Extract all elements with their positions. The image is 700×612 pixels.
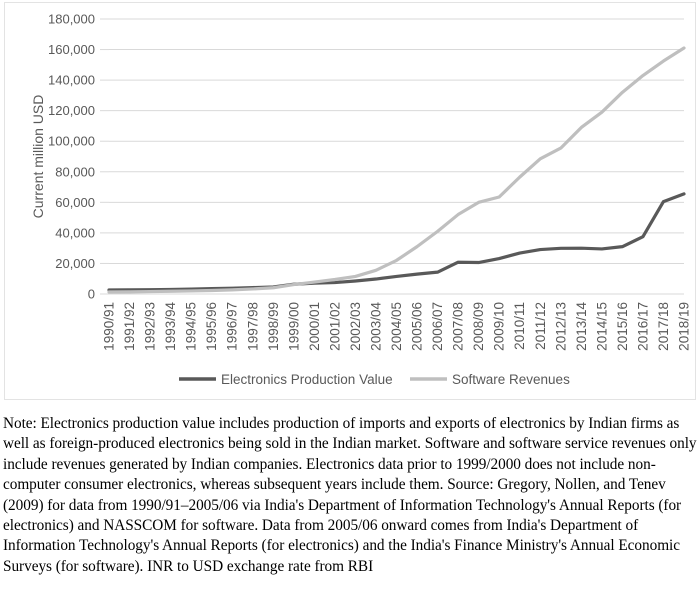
y-tick-label: 120,000 [48, 103, 95, 119]
y-tick-label: 0 [87, 286, 95, 302]
y-tick-label: 180,000 [48, 11, 95, 27]
x-tick-label: 1996/97 [224, 302, 240, 351]
x-tick-label: 2001/02 [327, 302, 343, 351]
x-tick-label: 1994/95 [183, 302, 199, 351]
y-tick-label: 140,000 [48, 72, 95, 88]
x-tick-label: 2014/15 [594, 302, 610, 351]
x-tick-label: 2006/07 [430, 302, 446, 351]
x-tick-label: 1993/94 [163, 302, 179, 351]
y-axis-title: Current million USD [30, 94, 46, 219]
x-tick-label: 2017/18 [655, 302, 671, 351]
chart-legend [179, 372, 570, 387]
chart-frame [4, 2, 696, 400]
x-tick-label: 2000/01 [306, 302, 322, 351]
x-tick-label: 1990/91 [101, 302, 117, 351]
x-tick-label: 2004/05 [389, 302, 404, 351]
x-tick-labels-group [102, 302, 692, 351]
x-tick-label: 2016/17 [635, 302, 651, 351]
x-tick-label: 2005/06 [409, 302, 425, 351]
x-tick-label: 2002/03 [347, 302, 363, 351]
series-lines-group [109, 48, 684, 292]
x-tick-label: 1992/93 [142, 302, 158, 351]
x-tick-label: 2015/16 [614, 302, 630, 351]
legend-label: Software Revenues [452, 371, 570, 387]
y-tick-label: 60,000 [55, 194, 95, 210]
x-tick-label: 1997/98 [245, 302, 261, 351]
x-tick-label: 1999/00 [286, 302, 302, 351]
gridlines-group [109, 19, 684, 294]
x-tick-label: 2018/19 [676, 302, 692, 351]
y-tick-label: 40,000 [55, 225, 95, 241]
series-line-software [109, 48, 684, 292]
x-tick-label: 1995/96 [204, 302, 220, 351]
y-tick-labels-group [48, 12, 95, 302]
x-tick-label: 2011/12 [532, 302, 548, 350]
y-tick-label: 160,000 [48, 42, 95, 58]
y-tick-label: 100,000 [48, 133, 95, 149]
series-line-electronics [109, 194, 684, 290]
x-tick-label: 1991/92 [122, 302, 138, 351]
x-tick-label: 2009/10 [491, 302, 507, 351]
x-tick-label: 2010/11 [512, 302, 528, 350]
y-tick-marks-group [100, 19, 109, 294]
x-tick-label: 2013/14 [573, 302, 589, 351]
y-tick-label: 80,000 [55, 164, 95, 180]
y-axis-title-group [30, 95, 46, 219]
line-chart [5, 3, 695, 399]
x-tick-label: 1998/99 [265, 302, 281, 351]
x-tick-label: 2003/04 [368, 302, 384, 351]
y-tick-label: 20,000 [55, 255, 95, 271]
x-tick-label: 2007/08 [450, 302, 466, 351]
figure-note: Note: Electronics production value includes production of imports and exports of electronics by Indian firms as well as foreign-produced electronics being sold in the Indian market. Software and software service revenues only include revenues generated by Indian companies. Electronics data prior to 1999/2000 does not include non-computer consumer electronics, whereas subsequent years include them. Source: Gregory, Nollen, and Tenev (2009) for data from 1990/91–2005/06 via India's Department of Information Technology's Annual Reports (for electronics) and NASSCOM for software. Data from 2005/06 onward comes from India's Department of Information Technology's Annual Reports (for electronics) and the India's Finance Ministry's Annual Economic Surveys (for software). INR to USD exchange rate from RBI [3, 415, 697, 575]
x-tick-label: 2008/09 [471, 302, 487, 351]
legend-label: Electronics Production Value [221, 371, 393, 387]
x-tick-label: 2012/13 [553, 302, 569, 351]
